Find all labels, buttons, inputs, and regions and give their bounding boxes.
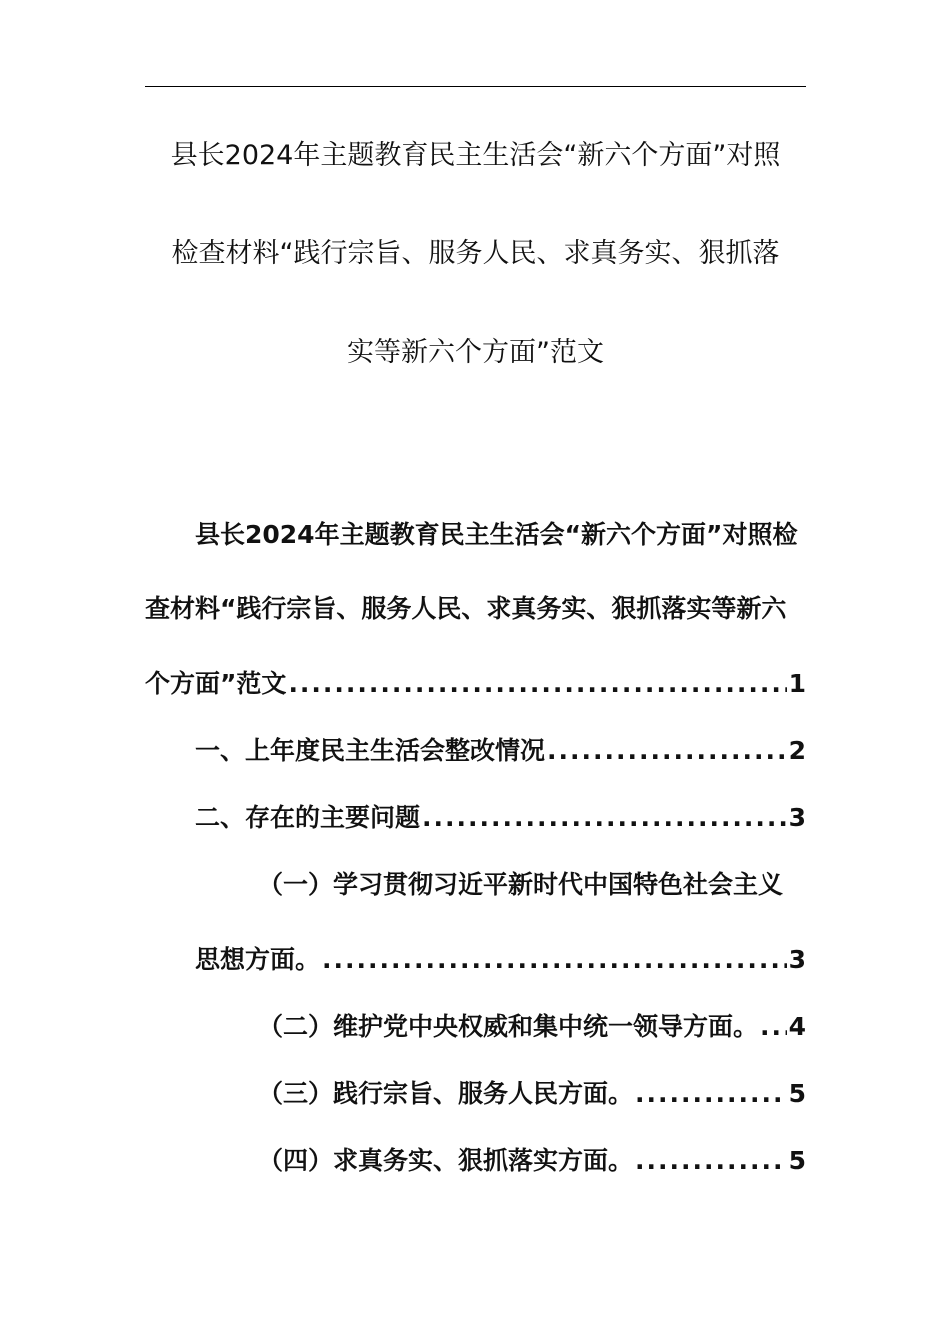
toc-entry-main[interactable] [145, 664, 806, 700]
document-title-line-2: 检查材料“践行宗旨、服务人民、求真务实、狠抓落 [171, 238, 780, 269]
toc-entry-page: 3 [788, 803, 806, 832]
toc-leader-dots [547, 736, 787, 765]
toc-entry-page: 2 [788, 736, 806, 765]
toc-entry-label: （二）维护党中央权威和集中统一领导方面。 [258, 1012, 759, 1041]
toc-sub-entry-2[interactable] [258, 1007, 806, 1043]
toc-main-line-1: 县长2024年主题教育民主生活会“新六个方面”对照检 [195, 520, 798, 549]
toc-leader-dots [288, 669, 786, 698]
toc-leader-dots [635, 1079, 787, 1108]
toc-sub-1-line-1: （一）学习贯彻习近平新时代中国特色社会主义 [258, 870, 784, 899]
toc-entry-label: 一、上年度民主生活会整改情况 [195, 736, 546, 765]
toc-leader-dots [635, 1146, 787, 1175]
toc-entry-page: 1 [788, 669, 806, 698]
toc-leader-dots [322, 945, 787, 974]
toc-entry-page: 5 [788, 1146, 806, 1175]
toc-entry-label: （三）践行宗旨、服务人民方面。 [258, 1079, 634, 1108]
header-rule [145, 86, 806, 87]
toc-entry-label: （四）求真务实、狠抓落实方面。 [258, 1146, 634, 1175]
toc-entry-label: 个方面”范文 [145, 669, 287, 698]
toc-entry-1[interactable] [195, 731, 806, 767]
toc-main-line-2: 查材料“践行宗旨、服务人民、求真务实、狠抓落实等新六 [145, 594, 787, 623]
toc-entry-2[interactable] [195, 798, 806, 834]
toc-entry-page: 4 [788, 1012, 806, 1041]
toc-sub-entry-1[interactable] [195, 940, 806, 976]
toc-sub-entry-4[interactable] [258, 1141, 806, 1177]
toc-leader-dots [760, 1012, 787, 1041]
document-title-line-1: 县长2024年主题教育民主生活会“新六个方面”对照 [170, 140, 781, 171]
toc-entry-label: 二、存在的主要问题 [195, 803, 421, 832]
toc-sub-entry-3[interactable] [258, 1074, 806, 1110]
toc-entry-page: 5 [788, 1079, 806, 1108]
document-title-line-3: 实等新六个方面”范文 [347, 337, 604, 368]
toc-entry-page: 3 [788, 945, 806, 974]
toc-leader-dots [422, 803, 787, 832]
toc-entry-label: 思想方面。 [195, 945, 321, 974]
